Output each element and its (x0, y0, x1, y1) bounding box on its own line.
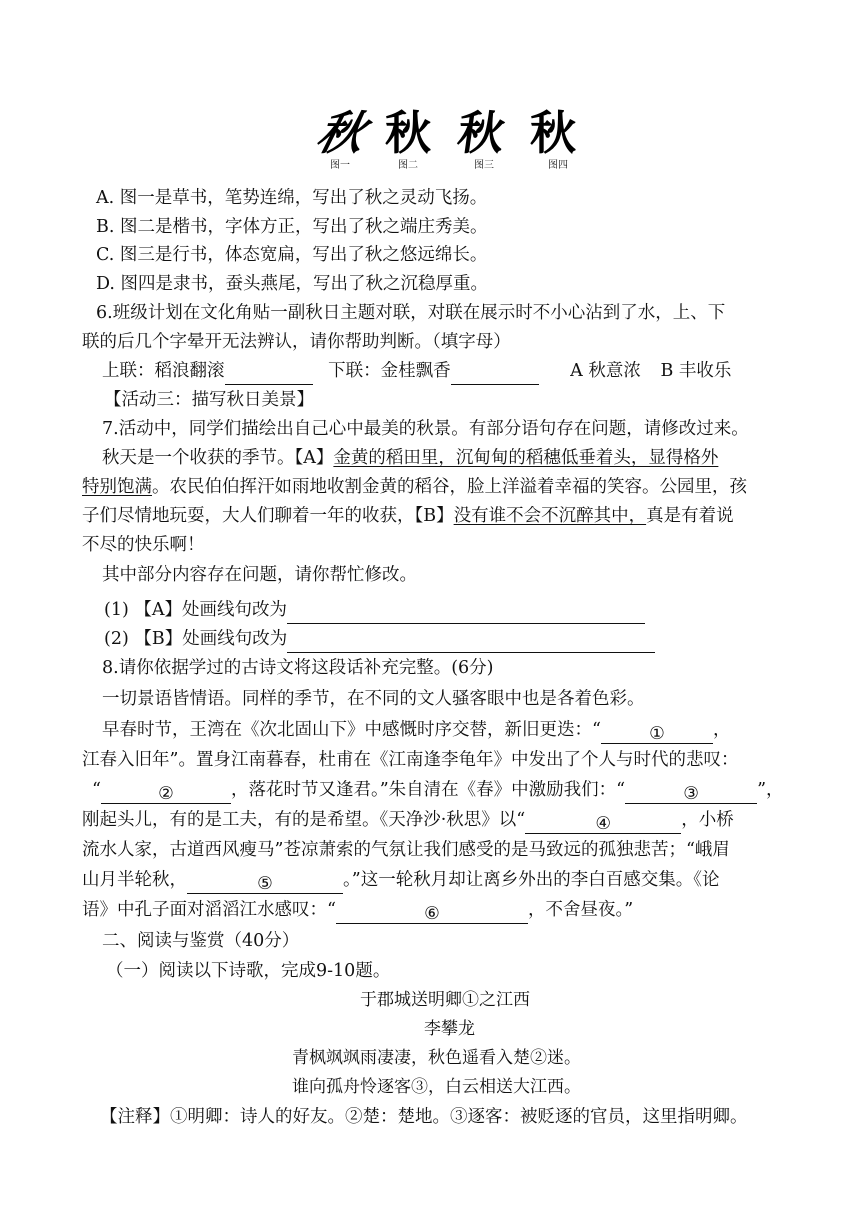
blank-2[interactable]: ② (101, 783, 231, 804)
fix-1-blank[interactable] (287, 603, 645, 624)
option-d: D. 图四是隶书，蚕头燕尾，写出了秋之沉稳厚重。 (96, 274, 489, 294)
underlined-sentence-b: 没有谁不会不沉醉其中， (453, 506, 647, 526)
q7-text: 秋天是一个收获的季节。【A】 (102, 448, 334, 468)
q8-line-4: 江春入旧年”。置身江南暮春，杜甫在《江南逢李龟年》中发出了个人与时代的悲叹： (82, 750, 739, 770)
q6-line-2: 联的后几个字晕开无法辨认，请你帮助判断。（填字母） (82, 332, 511, 352)
activity-3-heading: 【活动三：描写秋日美景】 (104, 390, 314, 410)
poem-title: 于郡城送明卿①之江西 (360, 990, 530, 1010)
caption-2: 图二 (398, 160, 418, 171)
q8-line-1: 8.请你依据学过的古诗文将这段话补充完整。(6分) (102, 658, 494, 678)
q7-para-line-2 (82, 473, 747, 501)
calligraphy-captions (0, 160, 867, 174)
part-1-heading: （一）阅读以下诗歌，完成9-10题。 (106, 961, 391, 981)
underlined-sentence-a: 金黄的稻田里，沉甸甸的稻穗低垂着头，显得格外 (333, 448, 719, 468)
fix-2-blank[interactable] (287, 632, 655, 653)
q8-text: 刚起头儿，有的是工夫，有的是希望。《天净沙·秋思》以“ (82, 810, 526, 830)
calligraphy-image-3: 秋 (454, 106, 508, 160)
q8-line-2: 一切景语皆情语。同样的季节，在不同的文人骚客眼中也是各着色彩。 (102, 689, 645, 709)
q8-text: ”， (757, 780, 784, 800)
fix-2-label: (2) 【B】处画线句改为 (104, 629, 288, 649)
option-a: A. 图一是草书，笔势连绵，写出了秋之灵动飞扬。 (96, 188, 488, 208)
blank-1[interactable]: ① (601, 723, 713, 744)
q6-line-1: 6.班级计划在文化角贴一副秋日主题对联，对联在展示时不小心沾到了水，上、下 (96, 303, 726, 323)
calligraphy-image-2: 秋 (385, 106, 431, 160)
q7-text: 子们尽情地玩耍，大人们聊着一年的收获，【B】 (82, 506, 454, 526)
q8-line-5 (92, 776, 784, 804)
q7-line-1: 7.活动中，同学们描绘出自己心中最美的秋景。有部分语句存在问题，请修改过来。 (102, 419, 749, 439)
q8-text: ，不舍昼夜。” (527, 900, 634, 920)
q7-text: 。农民伯伯挥汗如雨地收割金黄的稻谷，脸上洋溢着幸福的笑容。公园里，孩 (152, 477, 747, 497)
q7-para-line-3 (82, 502, 734, 530)
calligraphy-image-4: 秋 (530, 106, 576, 160)
q8-text: ，落花时节又逢君。”朱自清在《春》中激励我们：“ (230, 780, 626, 800)
upper-blank[interactable] (225, 364, 313, 385)
q7-fix-2 (104, 625, 655, 653)
q8-line-9 (82, 896, 633, 924)
calligraphy-row (0, 108, 867, 158)
q8-text: ，小桥 (681, 810, 734, 830)
underlined-sentence-a-end: 特别饱满 (82, 477, 152, 497)
caption-4: 图四 (548, 160, 568, 171)
caption-1: 图一 (330, 160, 350, 171)
option-c: C. 图三是行书，体态宽扁，写出了秋之悠远绵长。 (96, 245, 488, 265)
choice-a: A 秋意浓 (570, 361, 641, 381)
upper-couplet: 上联：稻浪翻滚 (102, 361, 225, 381)
q6-couplet (102, 357, 731, 385)
fix-1-label: (1) 【A】处画线句改为 (104, 600, 287, 620)
q7-fix-1 (104, 596, 645, 624)
q8-text: 山月半轮秋， (82, 870, 187, 890)
caption-3: 图三 (474, 160, 494, 171)
section-2-heading: 二、阅读与鉴赏（40分） (102, 931, 300, 951)
blank-5[interactable]: ⑤ (187, 873, 343, 894)
q7-para-line-1 (102, 444, 718, 472)
q7-prompt: 其中部分内容存在问题，请你帮忙修改。 (102, 565, 417, 585)
option-b: B. 图二是楷书，字体方正，写出了秋之端庄秀美。 (96, 217, 488, 237)
poem-notes: 【注释】①明卿：诗人的好友。②楚：楚地。③逐客：被贬逐的官员，这里指明卿。 (100, 1107, 748, 1127)
q8-line-6 (82, 806, 734, 834)
blank-3[interactable]: ③ (625, 783, 757, 804)
calligraphy-image-1: 秋 (311, 106, 371, 160)
q8-text: “ (92, 780, 101, 800)
blank-4[interactable]: ④ (525, 813, 681, 834)
blank-6[interactable]: ⑥ (336, 903, 528, 924)
lower-blank[interactable] (451, 364, 539, 385)
lower-couplet: 下联：金桂飘香 (328, 361, 451, 381)
q8-line-3 (102, 716, 730, 744)
q8-text: 。”这一轮秋月却让离乡外出的李白百感交集。《论 (343, 870, 720, 890)
q8-text: ， (712, 720, 731, 740)
q8-text: 语》中孔子面对滔滔江水感叹：“ (82, 900, 336, 920)
poem-author: 李攀龙 (424, 1019, 475, 1039)
q7-text: 真是有着说 (646, 506, 734, 526)
poem-line-2: 谁向孤舟怜逐客③，白云相送大江西。 (292, 1077, 581, 1097)
choice-b: B 丰收乐 (660, 361, 732, 381)
q8-line-8 (82, 866, 719, 894)
q8-text: 早春时节，王湾在《次北固山下》中感慨时序交替，新旧更迭：“ (102, 720, 601, 740)
q7-para-line-4: 不尽的快乐啊！ (82, 535, 205, 555)
poem-line-1: 青枫飒飒雨凄凄，秋色遥看入楚②迷。 (292, 1048, 581, 1068)
q8-line-7: 流水人家，古道西风瘦马”苍凉萧索的气氛让我们感受的是马致远的孤独悲苦；“峨眉 (82, 840, 730, 860)
